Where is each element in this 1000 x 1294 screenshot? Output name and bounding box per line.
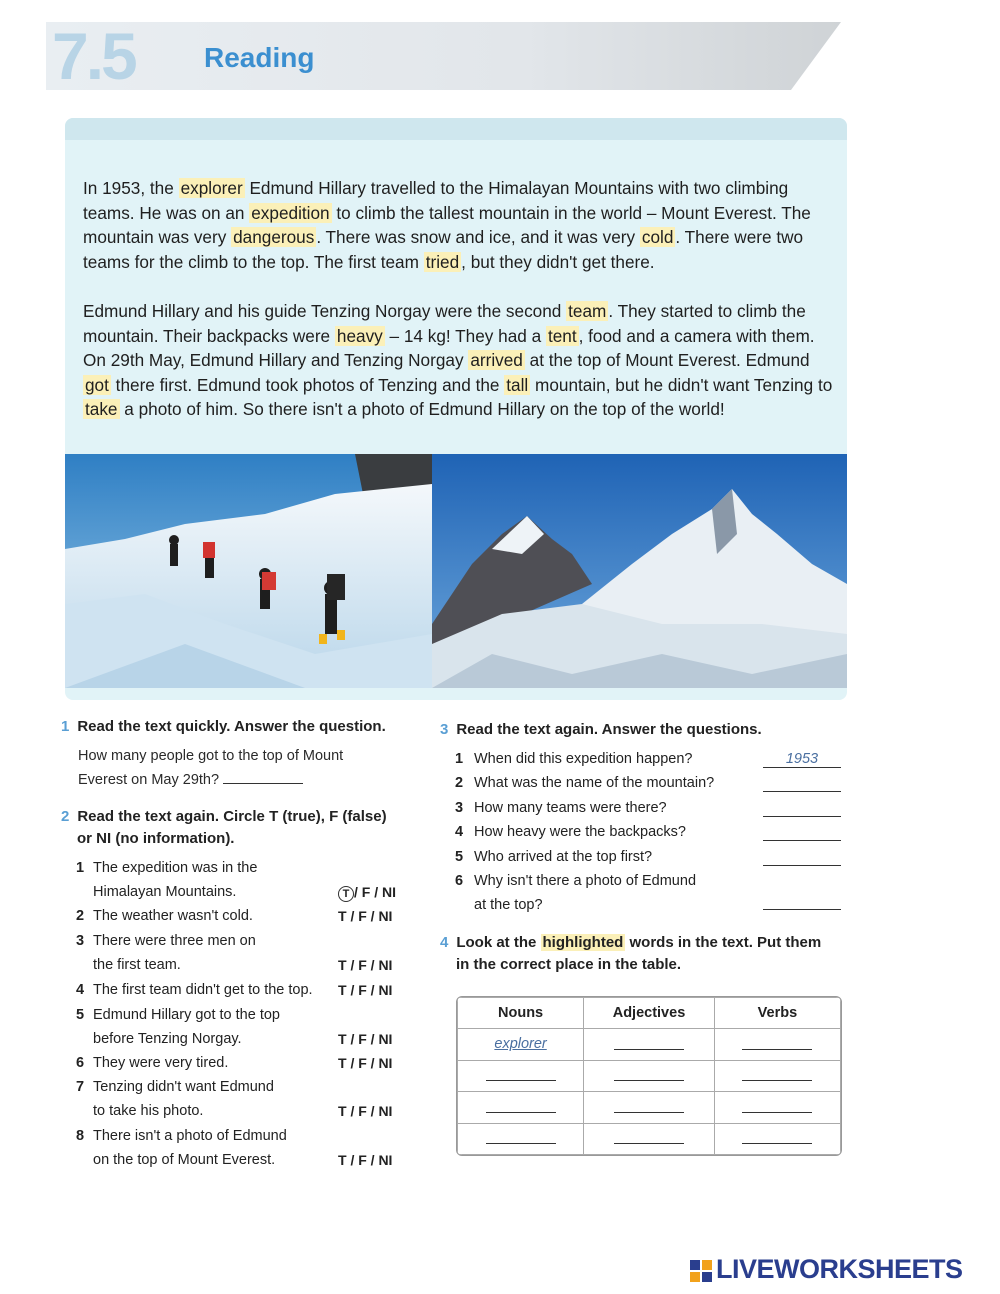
highlighted-word: take (85, 399, 118, 420)
paragraph-2-text: at the top of Mount Everest. Edmund (524, 350, 810, 371)
exercise-1-question: How many people got to the top of Mount Everest on May 29th? (78, 748, 344, 788)
tf-options[interactable]: T / F / NI (338, 908, 393, 924)
highlighted-word: tried (425, 251, 460, 272)
item-number: 5 (76, 1007, 85, 1023)
item-number: 1 (76, 860, 85, 876)
paragraph-2-text: a photo of him. So there isn't a photo of Edmund Hillary on the top of the world! (119, 399, 725, 420)
column-header-nouns: Nouns (458, 998, 584, 1029)
table-cell[interactable] (584, 1029, 715, 1061)
liveworksheets-logo: LIVEWORKSHEETS (690, 1254, 963, 1285)
exercise-2-instruction: 2 Read the text again. Circle T (true), F (false) or NI (no information). (61, 808, 387, 847)
table-cell[interactable] (458, 1092, 584, 1124)
table-cell[interactable] (584, 1123, 715, 1155)
item-number: 2 (455, 775, 464, 791)
item-number: 4 (76, 982, 85, 998)
statement: The first team didn't get to the top. (93, 982, 313, 998)
statement: The expedition was in the Himalayan Mountains. (93, 860, 258, 900)
item-number: 6 (76, 1055, 85, 1071)
item-number: 6 (455, 873, 464, 889)
tf-options[interactable]: T / F / NI (338, 1103, 393, 1119)
item-number: 4 (455, 824, 464, 840)
item-number: 8 (76, 1128, 85, 1144)
answer-field[interactable] (763, 820, 841, 841)
paragraph-2-text: , food and a camera with them. On 29th May, Edmund Hillary and Tenzing Norgay (83, 325, 815, 371)
everest-photo (432, 454, 847, 688)
item-number: 1 (455, 751, 464, 767)
highlighted-word: tent (547, 325, 577, 346)
tf-options[interactable]: T / F / NI (338, 1031, 393, 1047)
statement: Tenzing didn't want Edmund to take his photo. (93, 1079, 274, 1119)
exercise-3-instruction: 3 Read the text again. Answer the questions. (440, 721, 762, 738)
item-number: 7 (76, 1079, 85, 1095)
table-cell[interactable] (714, 1029, 840, 1061)
question-text: How many teams were there? (474, 800, 667, 816)
tf-options[interactable]: T / F / NI (338, 1055, 393, 1071)
answer-field[interactable]: 1953 (763, 747, 841, 768)
question-text: Why isn't there a photo of Edmund at the top? (474, 873, 697, 913)
item-number: 2 (76, 908, 85, 924)
tf-options[interactable]: T / F / NI (338, 982, 393, 998)
header-banner (46, 19, 841, 93)
highlighted-word: cold (641, 227, 674, 248)
reading-panel (65, 118, 847, 700)
statement: There isn't a photo of Edmund on the top of Mount Everest. (93, 1128, 287, 1168)
table-cell[interactable] (458, 1123, 584, 1155)
paragraph-1-text: to climb the tallest mountain in the world – Mount Everest. The mountain was very (83, 202, 811, 248)
item-number: 3 (76, 933, 85, 949)
paragraph-2-text: there first. Edmund took photos of Tenzing and the (110, 374, 505, 395)
highlighted-word: heavy (336, 325, 383, 346)
exercise-1-answer-blank[interactable] (223, 783, 303, 784)
page-title: Reading (204, 42, 315, 73)
table-cell[interactable] (584, 1060, 715, 1092)
highlighted-word: expedition (251, 202, 330, 223)
table-cell[interactable] (714, 1092, 840, 1124)
paragraph-1-text: . There was snow and ice, and it was very (316, 227, 640, 248)
answer-field[interactable] (763, 889, 841, 910)
table-cell[interactable]: explorer (458, 1029, 584, 1061)
tf-options[interactable]: T / F / NI (338, 1152, 393, 1168)
liveworksheets-mark-icon (690, 1260, 712, 1282)
statement: Edmund Hillary got to the top before Tenzing Norgay. (93, 1007, 280, 1047)
tf-options[interactable]: T / F / NI (338, 957, 393, 973)
table-cell[interactable] (714, 1060, 840, 1092)
climbers-photo (65, 454, 432, 688)
statement: There were three men on the first team. (93, 933, 256, 973)
question-text: When did this expedition happen? (474, 751, 693, 767)
exercise-1-instruction: 1 Read the text quickly. Answer the question. (61, 718, 386, 735)
table-cell[interactable] (458, 1060, 584, 1092)
answer-field[interactable] (763, 796, 841, 817)
reading-paragraph-2 (83, 299, 833, 422)
highlighted-word: team (568, 301, 607, 321)
highlighted-word: got (85, 374, 109, 395)
panel-toolbar (65, 118, 847, 140)
exercise-4-instruction: 4 Look at the highlighted words in the text. Put them in the correct place in the table. (440, 934, 822, 973)
answer-field[interactable] (763, 771, 841, 792)
column-header-adjectives: Adjectives (584, 998, 715, 1029)
column-header-verbs: Verbs (714, 998, 840, 1029)
unit-number: 7.5 (52, 19, 135, 93)
highlighted-word: dangerous (233, 227, 315, 248)
question-text: What was the name of the mountain? (474, 775, 715, 791)
paragraph-2-text: – 14 kg! They had a (384, 325, 546, 346)
table-cell[interactable] (714, 1123, 840, 1155)
item-number: 3 (455, 800, 464, 816)
item-number: 5 (455, 849, 464, 865)
paragraph-2-text: . They started to climb the mountain. Their backpacks were (83, 301, 806, 346)
highlighted-word: explorer (180, 178, 243, 198)
question-text: How heavy were the backpacks? (474, 824, 686, 840)
table-cell[interactable] (584, 1092, 715, 1124)
highlighted-word: tall (506, 374, 529, 395)
reading-paragraph-1 (83, 176, 833, 274)
paragraph-2-text: Edmund Hillary and his guide Tenzing Norgay were the second (83, 301, 567, 321)
paragraph-2-text: mountain, but he didn't want Tenzing to (530, 374, 833, 395)
statement: They were very tired. (93, 1055, 229, 1071)
question-text: Who arrived at the top first? (474, 849, 653, 865)
statement: The weather wasn't cold. (93, 908, 253, 924)
highlighted-word: arrived (470, 350, 523, 371)
paragraph-1-text: In 1953, the (83, 178, 179, 198)
tf-options[interactable]: T / F / NI (338, 880, 396, 904)
paragraph-1-text: , but they didn't get there. (461, 251, 655, 272)
answer-field[interactable] (763, 845, 841, 866)
word-sort-table (456, 996, 842, 1156)
paragraph-1-text: . There were two teams for the climb to the top. The first team (83, 227, 804, 272)
circled-answer[interactable]: T (338, 886, 354, 902)
paragraph-1-text: Edmund Hillary travelled to the Himalayan Mountains with two climbing teams. He was on an (83, 178, 789, 223)
